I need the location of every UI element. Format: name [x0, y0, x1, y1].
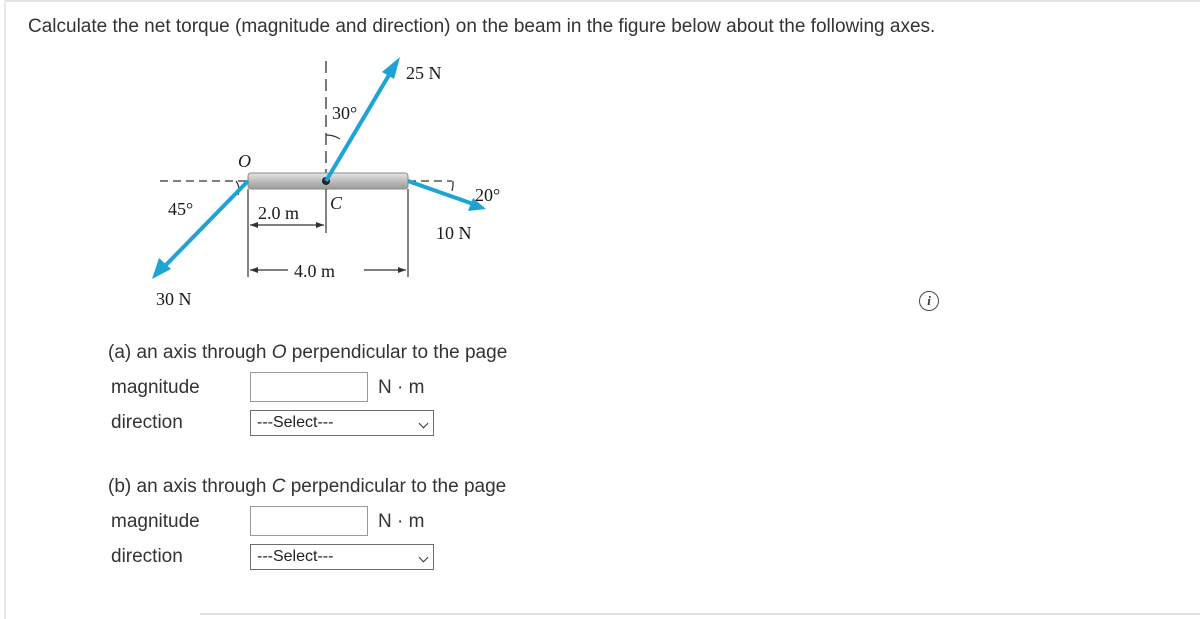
frame-left-border	[4, 0, 6, 619]
part-b-unit: N · m	[378, 511, 425, 532]
angle-arc-top	[326, 135, 340, 139]
force-25n-arrow	[326, 70, 392, 181]
label-30n: 30 N	[156, 289, 192, 309]
info-icon[interactable]: i	[919, 291, 939, 311]
label-o: O	[238, 151, 251, 171]
dimension-2m-arrow-left	[250, 222, 258, 228]
beam-figure	[140, 55, 520, 315]
part-a-magnitude-input[interactable]	[250, 372, 368, 402]
dimension-2m-arrow-right	[316, 222, 324, 228]
label-25n: 25 N	[406, 63, 442, 83]
part-b-direction-label: direction	[111, 546, 183, 567]
label-20deg: 20°	[475, 185, 501, 205]
force-25n-arrowhead	[382, 57, 400, 79]
label-4m: 4.0 m	[294, 261, 336, 281]
frame-bottom-border	[200, 613, 1200, 615]
label-30deg: 30°	[332, 103, 358, 123]
chevron-down-icon	[419, 419, 429, 429]
label-2m: 2.0 m	[258, 203, 300, 223]
dimension-4m-arrow-right	[398, 267, 406, 273]
dimension-4m-arrow-left	[250, 267, 258, 273]
part-b-direction-select[interactable]	[250, 544, 434, 570]
part-b-title	[108, 476, 506, 498]
part-a-title-prefix: (a) an axis through	[108, 342, 272, 363]
part-b-title-prefix: (b) an axis through	[108, 476, 272, 497]
part-a-point: O	[271, 342, 287, 363]
label-45deg: 45°	[168, 199, 194, 219]
part-a-unit: N · m	[378, 377, 425, 398]
part-a-magnitude-label: magnitude	[111, 377, 200, 398]
part-a-title	[108, 342, 507, 364]
question-text: Calculate the net torque (magnitude and direction) on the beam in the figure below about the following axes.	[28, 16, 936, 37]
frame-top-border	[4, 0, 1200, 2]
angle-arc-right	[452, 181, 453, 191]
force-10n-arrow	[408, 181, 476, 205]
part-a-title-suffix: perpendicular to the page	[286, 342, 508, 363]
part-a-direction-select[interactable]	[250, 410, 434, 436]
part-b-magnitude-input[interactable]	[250, 506, 368, 536]
part-a-direction-value: ---Select---	[257, 414, 334, 431]
part-b-title-suffix: perpendicular to the page	[285, 476, 507, 497]
part-b-magnitude-label: magnitude	[111, 511, 200, 532]
label-10n: 10 N	[436, 223, 472, 243]
chevron-down-icon	[419, 553, 429, 563]
label-c: C	[330, 193, 343, 213]
force-30n-arrow	[162, 181, 248, 269]
part-a-direction-label: direction	[111, 412, 183, 433]
part-b-direction-value: ---Select---	[257, 548, 334, 565]
part-b-point: C	[271, 476, 286, 497]
